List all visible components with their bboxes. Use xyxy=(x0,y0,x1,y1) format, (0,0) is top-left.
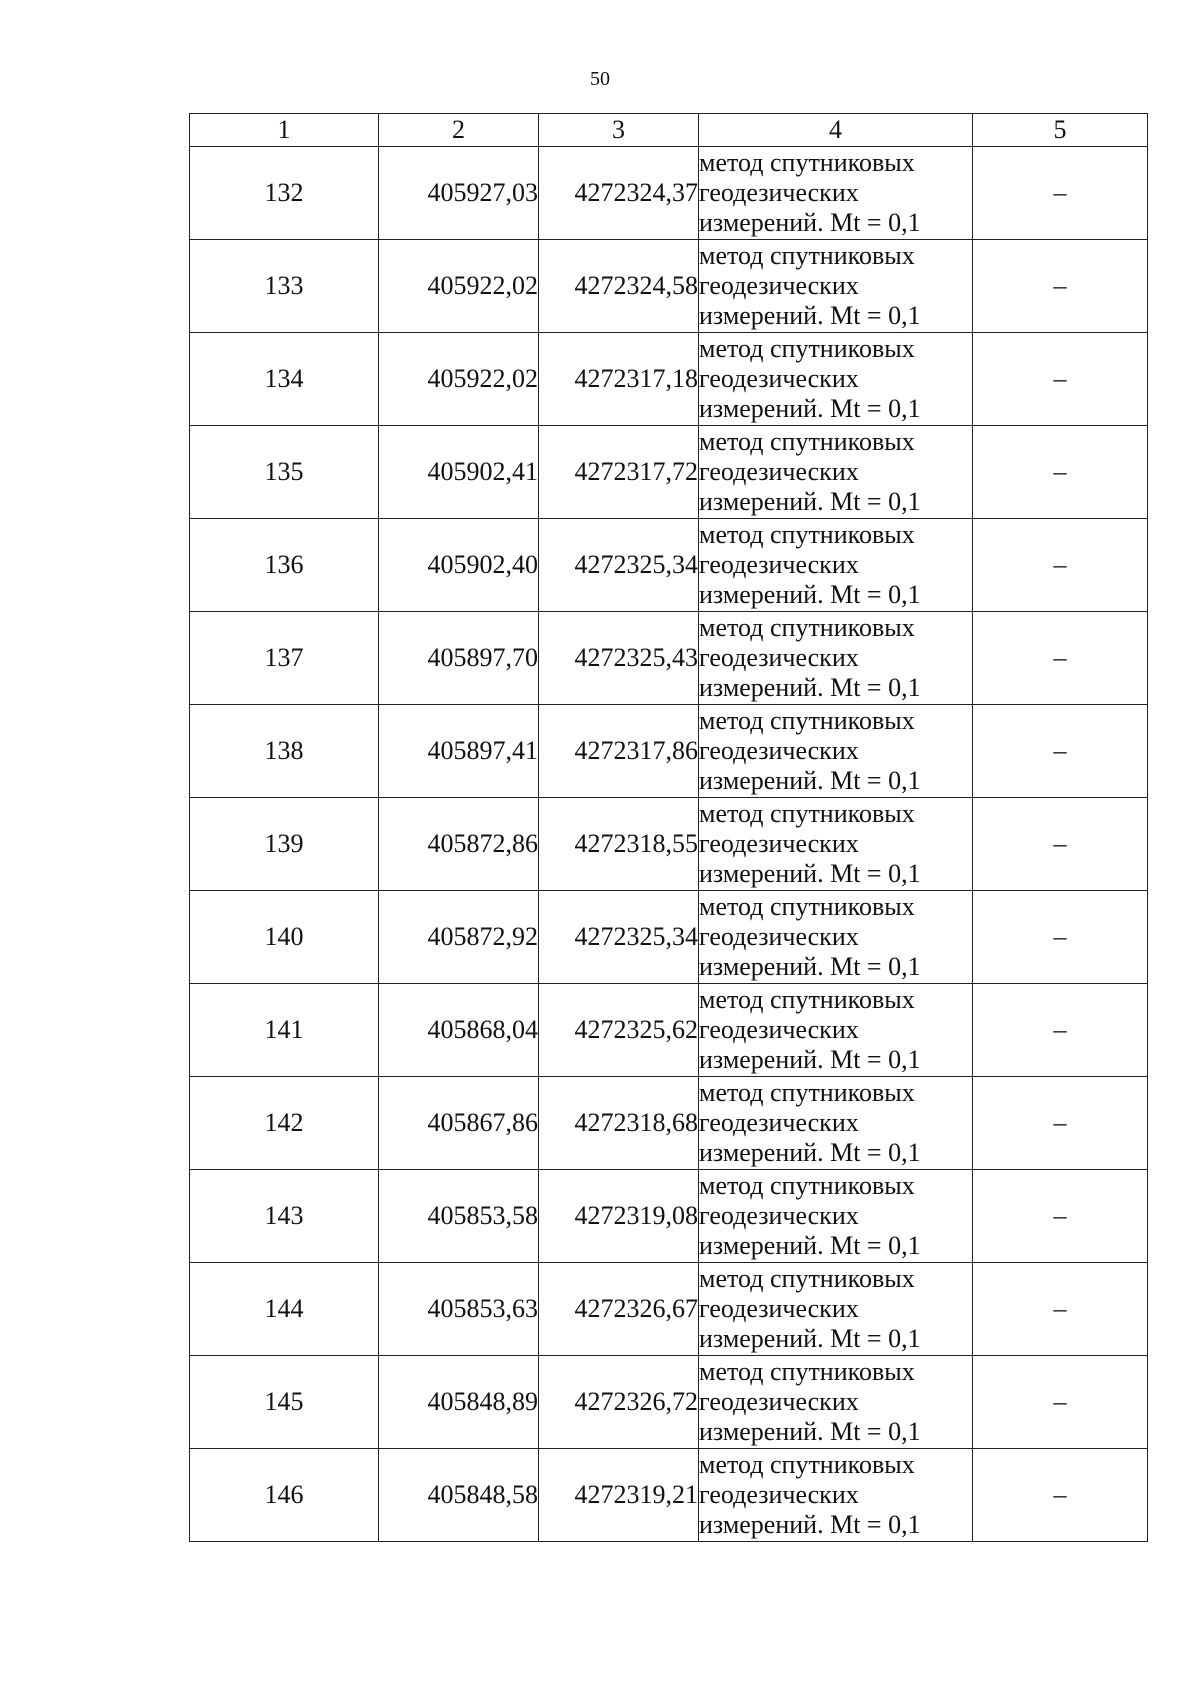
method-line: метод спутниковых xyxy=(699,892,915,921)
method-line: геодезических xyxy=(699,1108,859,1137)
method-line: метод спутниковых xyxy=(699,241,915,270)
method-line: геодезических xyxy=(699,364,859,393)
method-line: геодезических xyxy=(699,1015,859,1044)
table-row xyxy=(190,891,1148,984)
point-number-cell: 144 xyxy=(190,1263,379,1356)
y-coordinate-cell: 4272325,34 xyxy=(539,891,699,984)
y-coordinate-cell: 4272326,72 xyxy=(539,1356,699,1449)
method-cell xyxy=(699,891,973,984)
y-coordinate-cell: 4272325,62 xyxy=(539,984,699,1077)
method-line: метод спутниковых xyxy=(699,985,915,1014)
x-coordinate-cell: 405902,41 xyxy=(379,426,539,519)
coordinates-table xyxy=(189,113,1148,1542)
method-cell xyxy=(699,333,973,426)
method-line: измерений. Mt = 0,1 xyxy=(699,1231,921,1260)
method-line: геодезических xyxy=(699,1294,859,1323)
method-line: метод спутниковых xyxy=(699,334,915,363)
point-number-cell: 136 xyxy=(190,519,379,612)
method-line: геодезических xyxy=(699,922,859,951)
note-cell: – xyxy=(973,333,1148,426)
x-coordinate-cell: 405922,02 xyxy=(379,333,539,426)
table-header-row xyxy=(190,114,1148,147)
method-line: геодезических xyxy=(699,736,859,765)
method-line: метод спутниковых xyxy=(699,1357,915,1386)
method-line: метод спутниковых xyxy=(699,799,915,828)
note-cell: – xyxy=(973,891,1148,984)
method-cell xyxy=(699,984,973,1077)
point-number-cell: 145 xyxy=(190,1356,379,1449)
method-cell xyxy=(699,426,973,519)
x-coordinate-cell: 405853,63 xyxy=(379,1263,539,1356)
method-line: геодезических xyxy=(699,1201,859,1230)
method-cell xyxy=(699,612,973,705)
point-number-cell: 142 xyxy=(190,1077,379,1170)
method-line: геодезических xyxy=(699,643,859,672)
method-cell xyxy=(699,705,973,798)
method-line: измерений. Mt = 0,1 xyxy=(699,1138,921,1167)
note-cell: – xyxy=(973,147,1148,240)
method-line: геодезических xyxy=(699,271,859,300)
method-cell xyxy=(699,1263,973,1356)
y-coordinate-cell: 4272317,72 xyxy=(539,426,699,519)
method-line: измерений. Mt = 0,1 xyxy=(699,1417,921,1446)
x-coordinate-cell: 405853,58 xyxy=(379,1170,539,1263)
point-number-cell: 141 xyxy=(190,984,379,1077)
method-line: измерений. Mt = 0,1 xyxy=(699,1510,921,1539)
point-number-cell: 134 xyxy=(190,333,379,426)
method-line: геодезических xyxy=(699,829,859,858)
x-coordinate-cell: 405867,86 xyxy=(379,1077,539,1170)
table-row xyxy=(190,798,1148,891)
header-cell-5: 5 xyxy=(973,114,1148,147)
point-number-cell: 138 xyxy=(190,705,379,798)
method-line: измерений. Mt = 0,1 xyxy=(699,301,921,330)
x-coordinate-cell: 405927,03 xyxy=(379,147,539,240)
point-number-cell: 137 xyxy=(190,612,379,705)
method-line: геодезических xyxy=(699,457,859,486)
table-row xyxy=(190,1449,1148,1542)
method-line: измерений. Mt = 0,1 xyxy=(699,208,921,237)
table-row xyxy=(190,519,1148,612)
y-coordinate-cell: 4272326,67 xyxy=(539,1263,699,1356)
point-number-cell: 135 xyxy=(190,426,379,519)
method-line: измерений. Mt = 0,1 xyxy=(699,487,921,516)
method-line: метод спутниковых xyxy=(699,1171,915,1200)
method-line: метод спутниковых xyxy=(699,706,915,735)
table-row xyxy=(190,1263,1148,1356)
method-cell xyxy=(699,147,973,240)
x-coordinate-cell: 405848,58 xyxy=(379,1449,539,1542)
method-line: измерений. Mt = 0,1 xyxy=(699,859,921,888)
point-number-cell: 143 xyxy=(190,1170,379,1263)
x-coordinate-cell: 405897,70 xyxy=(379,612,539,705)
y-coordinate-cell: 4272319,08 xyxy=(539,1170,699,1263)
method-cell xyxy=(699,240,973,333)
method-line: геодезических xyxy=(699,1480,859,1509)
method-line: метод спутниковых xyxy=(699,427,915,456)
table-row xyxy=(190,1356,1148,1449)
point-number-cell: 132 xyxy=(190,147,379,240)
x-coordinate-cell: 405872,92 xyxy=(379,891,539,984)
method-line: измерений. Mt = 0,1 xyxy=(699,952,921,981)
method-line: метод спутниковых xyxy=(699,148,915,177)
method-cell xyxy=(699,1170,973,1263)
point-number-cell: 133 xyxy=(190,240,379,333)
method-line: измерений. Mt = 0,1 xyxy=(699,766,921,795)
method-line: метод спутниковых xyxy=(699,520,915,549)
x-coordinate-cell: 405922,02 xyxy=(379,240,539,333)
method-line: геодезических xyxy=(699,178,859,207)
method-cell xyxy=(699,1356,973,1449)
header-cell-1: 1 xyxy=(190,114,379,147)
note-cell: – xyxy=(973,240,1148,333)
method-line: метод спутниковых xyxy=(699,1264,915,1293)
table-row xyxy=(190,612,1148,705)
point-number-cell: 139 xyxy=(190,798,379,891)
method-line: измерений. Mt = 0,1 xyxy=(699,673,921,702)
y-coordinate-cell: 4272324,58 xyxy=(539,240,699,333)
page-number: 50 xyxy=(590,68,610,90)
note-cell: – xyxy=(973,798,1148,891)
method-line: геодезических xyxy=(699,550,859,579)
header-cell-3: 3 xyxy=(539,114,699,147)
method-line: измерений. Mt = 0,1 xyxy=(699,580,921,609)
table-body xyxy=(190,147,1148,1542)
point-number-cell: 140 xyxy=(190,891,379,984)
table-row xyxy=(190,333,1148,426)
y-coordinate-cell: 4272318,68 xyxy=(539,1077,699,1170)
note-cell: – xyxy=(973,1449,1148,1542)
method-cell xyxy=(699,798,973,891)
method-line: измерений. Mt = 0,1 xyxy=(699,1324,921,1353)
note-cell: – xyxy=(973,519,1148,612)
y-coordinate-cell: 4272317,86 xyxy=(539,705,699,798)
y-coordinate-cell: 4272325,34 xyxy=(539,519,699,612)
table-row xyxy=(190,240,1148,333)
note-cell: – xyxy=(973,426,1148,519)
table-row xyxy=(190,147,1148,240)
y-coordinate-cell: 4272319,21 xyxy=(539,1449,699,1542)
method-line: метод спутниковых xyxy=(699,1078,915,1107)
x-coordinate-cell: 405868,04 xyxy=(379,984,539,1077)
method-line: метод спутниковых xyxy=(699,613,915,642)
method-cell xyxy=(699,1077,973,1170)
x-coordinate-cell: 405872,86 xyxy=(379,798,539,891)
table-row xyxy=(190,1170,1148,1263)
method-line: геодезических xyxy=(699,1387,859,1416)
note-cell: – xyxy=(973,1263,1148,1356)
note-cell: – xyxy=(973,1356,1148,1449)
note-cell: – xyxy=(973,1077,1148,1170)
note-cell: – xyxy=(973,612,1148,705)
note-cell: – xyxy=(973,984,1148,1077)
x-coordinate-cell: 405848,89 xyxy=(379,1356,539,1449)
x-coordinate-cell: 405897,41 xyxy=(379,705,539,798)
method-cell xyxy=(699,1449,973,1542)
method-cell xyxy=(699,519,973,612)
y-coordinate-cell: 4272325,43 xyxy=(539,612,699,705)
header-cell-4: 4 xyxy=(699,114,973,147)
method-line: метод спутниковых xyxy=(699,1450,915,1479)
y-coordinate-cell: 4272318,55 xyxy=(539,798,699,891)
header-cell-2: 2 xyxy=(379,114,539,147)
table-row xyxy=(190,426,1148,519)
point-number-cell: 146 xyxy=(190,1449,379,1542)
table-row xyxy=(190,705,1148,798)
x-coordinate-cell: 405902,40 xyxy=(379,519,539,612)
method-line: измерений. Mt = 0,1 xyxy=(699,1045,921,1074)
y-coordinate-cell: 4272317,18 xyxy=(539,333,699,426)
method-line: измерений. Mt = 0,1 xyxy=(699,394,921,423)
note-cell: – xyxy=(973,705,1148,798)
y-coordinate-cell: 4272324,37 xyxy=(539,147,699,240)
table-row xyxy=(190,1077,1148,1170)
table-row xyxy=(190,984,1148,1077)
note-cell: – xyxy=(973,1170,1148,1263)
